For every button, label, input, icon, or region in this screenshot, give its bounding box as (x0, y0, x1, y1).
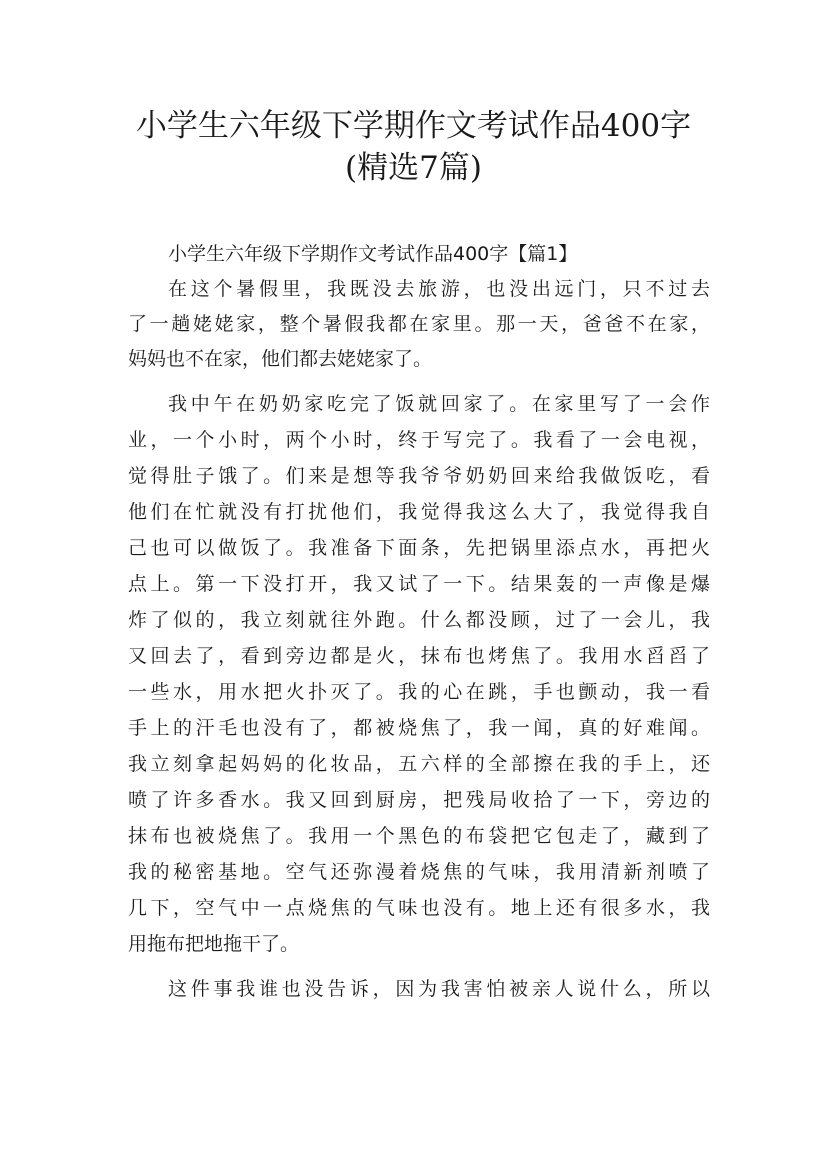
paragraph-line: 这件事我谁也没告诉，因为我害怕被亲人说什么，所以 (168, 978, 710, 1000)
paragraph-line: 又回去了，看到旁边都是火，抹布也烤焦了。我用水舀舀了 (128, 645, 710, 667)
paragraph-line: 用拖布把地拖干了。 (128, 933, 300, 955)
paragraph-line: 抹布也被烧焦了。我用一个黑色的布袋把它包走了，藏到了 (128, 825, 710, 847)
paragraph-line: 点上。第一下没打开，我又试了一下。结果轰的一声像是爆 (128, 573, 710, 595)
paragraph-line: 炸了似的，我立刻就往外跑。什么都没顾，过了一会儿，我 (128, 609, 710, 631)
paragraph-line: 妈妈也不在家，他们都去姥姥家了。 (128, 348, 433, 370)
paragraph-line: 一些水，用水把火扑灭了。我的心在跳，手也颤动，我一看 (128, 681, 710, 703)
section-heading: 小学生六年级下学期作文考试作品400字【篇1】 (168, 243, 578, 265)
paragraph-line: 我立刻拿起妈妈的化妆品，五六样的全部擦在我的手上，还 (128, 753, 710, 775)
document-title-line-2: (精选7篇) (345, 150, 482, 186)
paragraph-line: 业，一个小时，两个小时，终于写完了。我看了一会电视， (128, 429, 710, 451)
paragraph-line: 他们在忙就没有打扰他们，我觉得我这么大了，我觉得我自 (128, 501, 710, 523)
paragraph-line: 在这个暑假里，我既没去旅游，也没出远门，只不过去 (168, 278, 710, 300)
paragraph-line: 己也可以做饭了。我准备下面条，先把锅里添点水，再把火 (128, 537, 710, 559)
paragraph-line: 手上的汗毛也没有了，都被烧焦了，我一闻，真的好难闻。 (128, 717, 710, 739)
paragraph-line: 觉得肚子饿了。们来是想等我爷爷奶奶回来给我做饭吃，看 (128, 465, 710, 487)
paragraph-line: 我中午在奶奶家吃完了饭就回家了。在家里写了一会作 (168, 393, 710, 415)
paragraph-line: 了一趟姥姥家，整个暑假我都在家里。那一天，爸爸不在家， (128, 313, 710, 335)
paragraph-line: 喷了许多香水。我又回到厨房，把残局收拾了一下，旁边的 (128, 789, 710, 811)
paragraph-line: 几下，空气中一点烧焦的气味也没有。地上还有很多水，我 (128, 897, 710, 919)
document-title-line-1: 小学生六年级下学期作文考试作品400字 (135, 108, 692, 144)
paragraph-line: 我的秘密基地。空气还弥漫着烧焦的气味，我用清新剂喷了 (128, 861, 710, 883)
